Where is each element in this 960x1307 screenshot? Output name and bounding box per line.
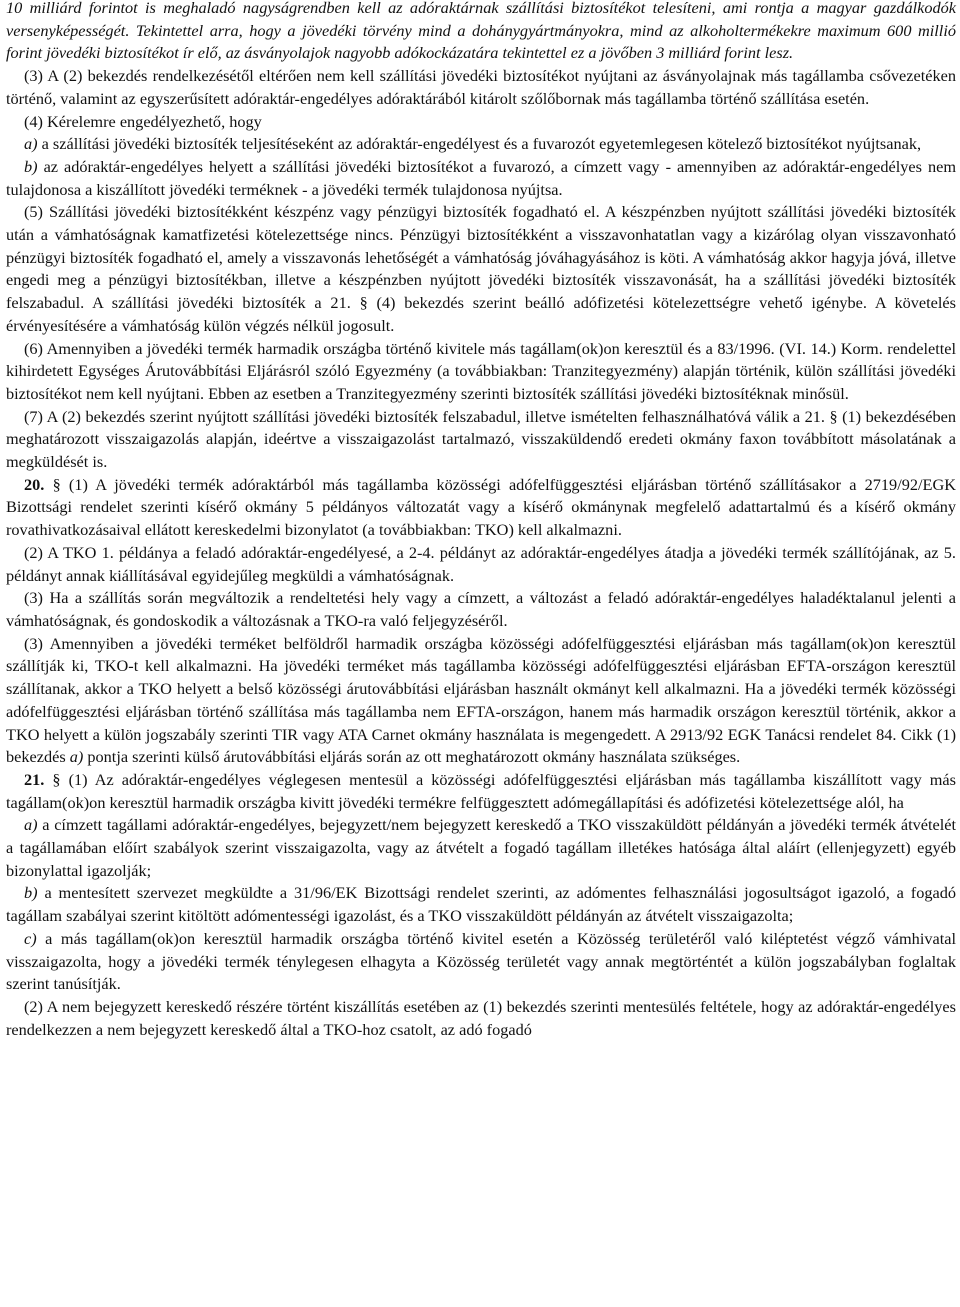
- paragraph-19-4-a: [6, 133, 956, 156]
- point-text: a mentesített szervezet megküldte a 31/96/EK Bizottsági rendelet szerinti, az adómentes felhasználási jogosultságot igazoló, a fogadó tagállam szabályai szerint kitöltött adómentességi igazolást, és a TKO visszaküldött példányán az átvételt visszaigazolta;: [6, 883, 956, 926]
- paragraph-19-4: (4) Kérelemre engedélyezhető, hogy: [24, 111, 262, 131]
- section-20-3a: (3) Ha a szállítás során megváltozik a rendeltetési hely vagy a címzett, a változást a feladó adóraktár-engedélyes haladéktalanul jelenti a vámhatóságnak, és gondoskodik a változásnak a TKO-ra való feljegyzéséről.: [6, 588, 956, 630]
- paragraph-19-3: (3) A (2) bekezdés rendelkezésétől eltérően nem kell szállítási jövedéki biztosítékot nyújtani az ásványolajnak más tagállamba csővezetéken történő, valamint az egyszerűsített adóraktár-engedélyes adóraktárából kitárolt szőlőbornak más tagállamba történő szállítása esetén.: [6, 66, 956, 108]
- point-marker: b): [24, 156, 38, 176]
- point-marker: c): [24, 928, 37, 948]
- section-21-1-b: [6, 882, 956, 927]
- section-20-1: [6, 474, 956, 542]
- point-text: az adóraktár-engedélyes helyett a szállítási jövedéki biztosítékot a fuvarozó, a címzett vagy - amennyiben az adóraktár-engedélyes nem tulajdonosa a kiszállított jövedéki terméknek - a jövedéki termék tulajdonosa nyújtsa.: [6, 156, 956, 199]
- point-text: a címzett tagállami adóraktár-engedélyes, bejegyzett/nem bejegyzett kereskedő a TKO visszaküldött példányán a jövedéki termék átvételét a tagállamában előírt szabályok szerint visszaigazolta, vagy az átvételt a fogadó tagállam illetékes hatósága által aláírt (ellenjegyzett) egyéb bizonylattal igazolják;: [6, 815, 956, 880]
- paragraph-19-7: (7) A (2) bekezdés szerint nyújtott szállítási jövedéki biztosíték felszabadul, illetve ismételten felhasználhatóvá válik a 21. § (1) bekezdésében meghatározott visszaigazolás alapján, ideértve a visszaigazolást tartalmazó, visszaküldendő eredeti okmány faxon továbbított másolatának a megküldését is.: [6, 406, 956, 472]
- point-marker: b): [24, 883, 38, 903]
- section-text: § (1) Az adóraktár-engedélyes véglegesen mentesül a közösségi adófelfüggesztési eljárásban más tagállamba kiszállított vagy más tagállam(ok)on keresztül harmadik országba kivitt jövedéki termékre felfüggesztett adómegállapítási és adófizetési kötelezettsége alól, ha: [6, 769, 956, 812]
- section-21-1: [6, 769, 956, 814]
- section-20-2: (2) A TKO 1. példánya a feladó adóraktár-engedélyesé, a 2-4. példányt az adóraktár-engedélyes átadja a jövedéki termék szállítójának, az 5. példányt annak kiállításával egyidejűleg megküldi a vámhatóságnak.: [6, 542, 956, 585]
- point-marker: a): [69, 747, 84, 767]
- intro-paragraph: 10 milliárd forintot is meghaladó nagyságrendben kell az adóraktárnak szállítási biztosítékot telesíteni, ami rontja a magyar gazdálkodók versenyképességét. Tekintettel arra, hogy a jövedéki törvény mind a dohánygyártmányokra, mind az alkoholtermékekre maximum 600 millió forint jövedéki biztosítékot ír elő, az ásványolajok nagyobb adókockázatára tekintettel ez a jövőben 3 milliárd forint lesz.: [6, 0, 956, 63]
- section-number: 20.: [24, 474, 45, 494]
- section-21-1-c: [6, 928, 956, 996]
- paragraph-19-5: (5) Szállítási jövedéki biztosítékként készpénz vagy pénzügyi biztosíték fogadható el. A készpénzben nyújtott szállítási jövedéki biztosíték után a vámhatóságnak kamatfizetési kötelezettsége nincs. Pénzügyi biztosítékként a visszavonhatatlan vagy a kizárólag olyan visszavonható pénzügyi biztosíték fogadható el, amely a visszavonás lehetőségét a vámhatóság jóváhagyásához is köti. A vámhatóság akkor hagyja jóvá, illetve engedi meg a pénzügyi biztosítékban, illetve a készpénzben nyújtott jövedéki biztosíték visszavonását, ha a szállítási jövedéki biztosíték felszabadul. A szállítási jövedéki biztosíték a 21. § (4) bekezdés szerint beálló adófizetési kötelezettségre vehető igénybe. A követelés érvényesítésére a vámhatóság külön végzés nélkül jogosult.: [6, 202, 956, 335]
- section-number: 21.: [24, 769, 45, 789]
- section-21-1-a: [6, 814, 956, 882]
- point-text: a más tagállam(ok)on keresztül harmadik országba történő kivitel esetén a Közösség területéről való kiléptetést végző vámhivatal visszaigazolta, hogy a jövedéki termék ténylegesen elhagyta a Közösség területét vagy annak megtörténtét a külön jogszabályban foglaltak szerint tanúsítják.: [6, 928, 956, 994]
- section-21-2: (2) A nem bejegyzett kereskedő részére történt kiszállítás esetében az (1) bekezdés szerinti mentesülés feltétele, hogy az adóraktár-engedélyes rendelkezzen a nem bejegyzett kereskedő által a TKO-hoz csatolt, az adó fogadó: [6, 996, 956, 1039]
- paragraph-19-4-b: [6, 156, 956, 201]
- section-text: § (1) A jövedéki termék adóraktárból más tagállamba közösségi adófelfüggesztési eljárásban történő szállításakor a 2719/92/EGK Bizottsági rendelet szerinti kísérő okmány 5 példányos változatát vagy a kísérő okmánynak megfelelő adattartalmú és a kísérő okmány rovathivatkozásaival ellátott kereskedelmi bizonylatot (a továbbiakban: TKO) kell alkalmazni.: [6, 474, 956, 540]
- section-20-3b: [6, 633, 956, 769]
- point-marker: a): [24, 815, 38, 835]
- section-text: pontja szerinti külső árutovábbítási eljárás során az ott meghatározott okmány használata szükséges.: [83, 747, 741, 767]
- point-text: a szállítási jövedéki biztosíték teljesítéseként az adóraktár-engedélyest és a fuvarozót egyetemlegesen kötelező biztosítékot nyújtsanak,: [37, 134, 922, 154]
- point-marker: a): [24, 134, 38, 154]
- paragraph-19-6: (6) Amennyiben a jövedéki termék harmadik országba történő kivitele más tagállam(ok)on keresztül és a 83/1996. (VI. 14.) Korm. rendelettel kihirdetett Egységes Árutovábbítási Eljárásról szóló Egyezmény (a továbbiakban: Tranzitegyezmény) alapján történik, külön szállítási jövedéki biztosítékot nem kell nyújtani. Ebben az esetben a Tranzitegyezmény szerinti biztosíték szállítási jövedéki biztosítéknak minősül.: [6, 338, 956, 403]
- section-text: (3) Amennyiben a jövedéki terméket belföldről harmadik országba közösségi adófelfüggesztési eljárásban más tagállam(ok)on keresztül szállítják ki, TKO-t kell alkalmazni. Ha jövedéki terméket más tagállamba közösségi adófelfüggesztési eljárásban EFTA-országon keresztül szállítanak, akkor a TKO helyett a belső közösségi árutovábbítási eljárásban használt okmányt kell alkalmazni. Ha a jövedéki termék közösségi adófelfüggesztési eljárásban történő szállítása más tagállamba nem EFTA-országon, hanem más harmadik országon keresztül történik, akkor a TKO helyett a külön jogszabály szerinti TIR vagy ATA Carnet okmány használata is megengedett. A 2913/92 EGK Tanácsi rendelet 84. Cikk (1) bekezdés: [6, 633, 956, 767]
